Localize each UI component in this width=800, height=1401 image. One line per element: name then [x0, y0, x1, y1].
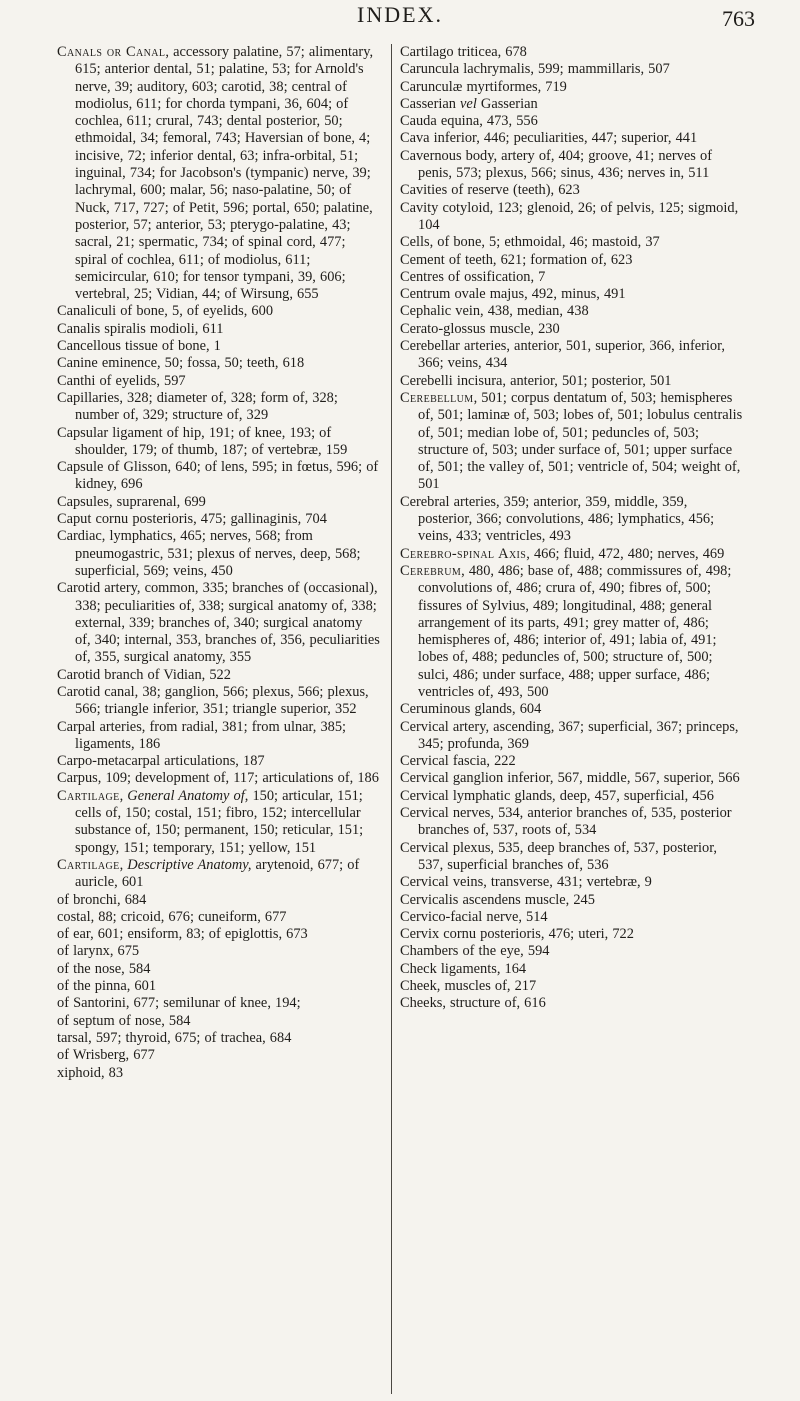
- index-entry: [57, 719, 381, 754]
- entry-text: Cardiac, lymphatics, 465; nerves, 568; from pneumogastric, 531; plexus of nerves, deep, 568; superficial, 569; veins, 450: [57, 528, 361, 579]
- page-number: 763: [722, 6, 755, 31]
- entry-text: Carpo-metacarpal articulations, 187: [57, 753, 265, 770]
- entry-text: Cerebelli incisura, anterior, 501; posterior, 501: [400, 372, 672, 389]
- index-entry: [400, 978, 745, 995]
- entry-heading: Cerebellum: [400, 389, 474, 406]
- index-entry: [57, 943, 381, 960]
- entry-text: Cells, of bone, 5; ethmoidal, 46; mastoid, 37: [400, 234, 660, 251]
- entry-text: xiphoid, 83: [57, 1064, 124, 1081]
- index-entry: [57, 373, 381, 390]
- entry-text: Centres of ossification, 7: [400, 268, 546, 285]
- entry-text: Cavernous body, artery of, 404; groove, 41; nerves of penis, 573; plexus, 566; sinus, 436; nerves in, 511: [400, 147, 712, 182]
- index-entry: [400, 770, 745, 787]
- index-entry: [400, 130, 745, 147]
- entry-text: Cephalic vein, 438, median, 438: [400, 303, 589, 320]
- index-entry: [400, 61, 745, 78]
- index-entry: [400, 874, 745, 891]
- page-title: INDEX.: [357, 2, 443, 27]
- index-entry: [400, 96, 745, 113]
- entry-text: Cerebellar arteries, anterior, 501, superior, 366, inferior, 366; veins, 434: [400, 338, 725, 372]
- index-entry: [57, 961, 381, 978]
- index-entry: [57, 909, 381, 926]
- entry-heading: Cerebrum: [400, 562, 462, 579]
- column-divider: [391, 44, 392, 1394]
- index-entry: [400, 995, 745, 1012]
- index-entry: [57, 1047, 381, 1064]
- index-entry: [400, 338, 745, 373]
- entry-text: Cartilago triticea, 678: [400, 44, 527, 60]
- entry-text: Cauda equina, 473, 556: [400, 113, 538, 130]
- index-entry: [400, 840, 745, 875]
- index-entry: [57, 321, 381, 338]
- entry-text: Chambers of the eye, 594: [400, 943, 550, 960]
- index-entry: [400, 321, 745, 338]
- entry-text: , 480, 486; base of, 488; commissures of, 498; convolutions of, 486; crura of, 490; fibres of, 500; fissures of Sylvius, 489; longitudinal, 488; general arrangement of its parts, 491; grey matter of, 486; hemispheres of, 486; interior of, 491; labia of, 491; lobes of, 488; peduncles of, 500; structure of, 500; sulci, 486; under surface, 488; upper surface, 486; ventricles of, 493, 500: [418, 562, 732, 700]
- index-entry: [57, 753, 381, 770]
- index-entry: [57, 1013, 381, 1030]
- entry-italic: vel: [460, 95, 477, 112]
- entry-text: Capillaries, 328; diameter of, 328; form of, 328; number of, 329; structure of, 329: [57, 389, 338, 424]
- entry-text: Cervical lymphatic glands, deep, 457, superficial, 456: [400, 787, 714, 804]
- index-entry: [57, 338, 381, 355]
- index-entry: [57, 770, 381, 787]
- entry-text: , 501; corpus dentatum of, 503; hemispheres of, 501; laminæ of, 503; lobes of, 501; lobulus centralis of, 501; median lobe of, 501; peduncles of, 503; structure of, 503; under surface of, 501; upper surface of, 501; the valley of, 501; ventricle of, 504; weight of, 501: [418, 389, 743, 493]
- entry-text: Carotid branch of Vidian, 522: [57, 666, 231, 683]
- entry-text: Cervix cornu posterioris, 476; uteri, 722: [400, 926, 634, 943]
- index-entry: [57, 44, 381, 303]
- index-entry: [57, 892, 381, 909]
- entry-text: Cervical plexus, 535, deep branches of, 537, posterior, 537, superficial branches of, 536: [400, 839, 718, 873]
- index-entry: [57, 857, 381, 892]
- entry-text: Capsular ligament of hip, 191; of knee, 193; of shoulder, 179; of thumb, 187; of vertebræ, 159: [57, 424, 348, 458]
- entry-text: Carpal arteries, from radial, 381; from ulnar, 385; ligaments, 186: [57, 718, 347, 752]
- index-entry: [57, 425, 381, 460]
- index-entry: [57, 788, 381, 857]
- entry-text: Cavities of reserve (teeth), 623: [400, 182, 580, 199]
- index-entry: [57, 390, 381, 425]
- entry-text: of the pinna, 601: [57, 978, 157, 995]
- index-entry: [57, 494, 381, 511]
- index-entry: [57, 355, 381, 372]
- entry-text: Cervico-facial nerve, 514: [400, 908, 548, 925]
- entry-text: Caput cornu posterioris, 475; gallinaginis, 704: [57, 511, 327, 528]
- index-entry: [400, 44, 745, 61]
- entry-text: Cement of teeth, 621; formation of, 623: [400, 251, 633, 268]
- index-entry: [400, 546, 745, 563]
- index-entry: [400, 719, 745, 754]
- entry-italic: General Anatomy of,: [127, 787, 249, 804]
- index-entry: [400, 373, 745, 390]
- entry-text: Casserian: [400, 95, 461, 112]
- entry-text: of septum of nose, 584: [57, 1012, 191, 1029]
- index-entry: [400, 252, 745, 269]
- index-entry: [400, 79, 745, 96]
- index-entry: [400, 701, 745, 718]
- entry-text: Cancellous tissue of bone, 1: [57, 338, 221, 355]
- entry-text: Cervicalis ascendens muscle, 245: [400, 891, 595, 908]
- entry-text: arytenoid, 677; of auricle, 601: [75, 856, 360, 891]
- entry-text: Carunculæ myrtiformes, 719: [400, 78, 567, 95]
- index-entry: [400, 961, 745, 978]
- index-entry: [400, 892, 745, 909]
- entry-text: Canine eminence, 50; fossa, 50; teeth, 618: [57, 355, 305, 372]
- page-header: [0, 0, 800, 40]
- entry-text: Cheeks, structure of, 616: [400, 995, 546, 1012]
- entry-text: tarsal, 597; thyroid, 675; of trachea, 684: [57, 1029, 292, 1046]
- index-entry: [400, 805, 745, 840]
- entry-text: Check ligaments, 164: [400, 960, 527, 977]
- index-entry: [400, 286, 745, 303]
- entry-text: costal, 88; cricoid, 676; cuneiform, 677: [57, 908, 287, 925]
- index-entry: [57, 580, 381, 666]
- index-entry: [57, 926, 381, 943]
- index-entry: [57, 995, 381, 1012]
- index-entry: [57, 1065, 381, 1082]
- entry-text: of bronchi, 684: [57, 891, 147, 908]
- index-entry: [400, 234, 745, 251]
- index-entry: [57, 1030, 381, 1047]
- entry-text: Capsules, suprarenal, 699: [57, 493, 206, 510]
- entry-heading: Cerebro-spinal Axis: [400, 545, 527, 562]
- index-entry: [57, 667, 381, 684]
- entry-text: Carotid artery, common, 335; branches of (occasional), 338; peculiarities of, 338; surgical anatomy of, 338; external, 339; branches of, 340; surgical anatomy of, 340; internal, 353, branches of, 356, peculiarities of, 355, surgical anatomy, 355: [57, 580, 380, 666]
- index-entry: [400, 788, 745, 805]
- entry-text: of Santorini, 677; semilunar of knee, 194;: [57, 995, 301, 1012]
- index-entry: [400, 753, 745, 770]
- entry-text: Canaliculi of bone, 5, of eyelids, 600: [57, 303, 274, 320]
- index-entry: [400, 269, 745, 286]
- index-entry: [57, 978, 381, 995]
- entry-text: Cava inferior, 446; peculiarities, 447; superior, 441: [400, 130, 698, 147]
- index-entry: [400, 113, 745, 130]
- index-column-left: [57, 44, 381, 1082]
- index-entry: [400, 563, 745, 701]
- index-entry: [57, 684, 381, 719]
- index-entry: [400, 148, 745, 183]
- entry-text: Cavity cotyloid, 123; glenoid, 26; of pelvis, 125; sigmoid, 104: [400, 199, 739, 233]
- index-entry: [400, 909, 745, 926]
- index-entry: [57, 459, 381, 494]
- entry-text: Canalis spiralis modioli, 611: [57, 320, 224, 337]
- entry-text: Cheek, muscles of, 217: [400, 978, 537, 995]
- index-entry: [400, 390, 745, 494]
- entry-text: , 466; fluid, 472, 480; nerves, 469: [526, 545, 725, 562]
- index-entry: [57, 528, 381, 580]
- index-entry: [57, 303, 381, 320]
- entry-text: Cervical nerves, 534, anterior branches of, 535, posterior branches of, 537, roots of, 534: [400, 805, 732, 839]
- index-entry: [400, 494, 745, 546]
- entry-text: ,: [119, 787, 128, 804]
- entry-text: Cerebral arteries, 359; anterior, 359, middle, 359, posterior, 366; convolutions, 486; lymphatics, 456; veins, 433; ventricles, 493: [400, 493, 715, 545]
- entry-text: Cerato-glossus muscle, 230: [400, 320, 560, 337]
- entry-text: Gasserian: [476, 95, 538, 112]
- entry-text: Centrum ovale majus, 492, minus, 491: [400, 286, 626, 303]
- entry-text: Cervical veins, transverse, 431; vertebræ, 9: [400, 874, 652, 891]
- index-entry: [400, 926, 745, 943]
- index-entry: [400, 182, 745, 199]
- index-entry: [400, 303, 745, 320]
- entry-text: , accessory palatine, 57; alimentary, 615; anterior dental, 51; palatine, 53; for Arnold's nerve, 39; auditory, 603; carotid, 38; central of modiolus, 611; for chorda tympani, 36, 604; of cochlea, 611; crural, 743; dental posterior, 50; ethmoidal, 34; femoral, 743; Haversian of bone, 4; incisive, 72; inferior dental, 63; infra-orbital, 51; inguinal, 734; for Jacobson's (tympanic) nerve, 39; lachrymal, 600; malar, 56; naso-palatine, 50; of Nuck, 717, 727; of Petit, 596; portal, 650; palatine, posterior, 57; anterior, 53; pterygo-palatine, 43; sacral, 21; spermatic, 734; of spinal cord, 477; spiral of cochlea, 611; of modiolus, 611; semicircular, 610; for tensor tympani, 39, 606; vertebral, 25; Vidian, 44; of Wirsung, 655: [75, 44, 374, 303]
- entry-text: Capsule of Glisson, 640; of lens, 595; in fœtus, 596; of kidney, 696: [57, 459, 379, 493]
- index-entry: [400, 943, 745, 960]
- entry-text: Canthi of eyelids, 597: [57, 372, 186, 389]
- entry-text: Carpus, 109; development of, 117; articulations of, 186: [57, 770, 379, 787]
- entry-text: of larynx, 675: [57, 943, 140, 960]
- entry-text: of Wrisberg, 677: [57, 1047, 155, 1064]
- entry-text: Cervical ganglion inferior, 567, middle, 567, superior, 566: [400, 770, 740, 787]
- entry-heading: Cartilage: [57, 787, 120, 804]
- entry-text: Ceruminous glands, 604: [400, 701, 542, 718]
- entry-italic: Descriptive Anatomy,: [127, 856, 252, 873]
- entry-text: Carotid canal, 38; ganglion, 566; plexus, 566; plexus, 566; triangle inferior, 351; triangle superior, 352: [57, 683, 369, 718]
- entry-text: Cervical artery, ascending, 367; superficial, 367; princeps, 345; profunda, 369: [400, 718, 739, 752]
- entry-text: Cervical fascia, 222: [400, 753, 516, 770]
- index-entry: [400, 200, 745, 235]
- entry-text: ,: [119, 856, 128, 873]
- entry-text: Caruncula lachrymalis, 599; mammillaris, 507: [400, 61, 670, 78]
- entry-text: of the nose, 584: [57, 960, 151, 977]
- entry-text: of ear, 601; ensiform, 83; of epiglottis, 673: [57, 926, 308, 943]
- index-column-right: [400, 44, 745, 1013]
- entry-text: 150; articular, 151; cells of, 150; costal, 151; fibro, 152; intercellular substance of, 150; permanent, 150; reticular, 151; spongy, 151; temporary, 151; yellow, 151: [75, 787, 364, 856]
- index-entry: [57, 511, 381, 528]
- entry-heading: Cartilage: [57, 856, 120, 873]
- entry-heading: Canals or Canal: [57, 44, 166, 60]
